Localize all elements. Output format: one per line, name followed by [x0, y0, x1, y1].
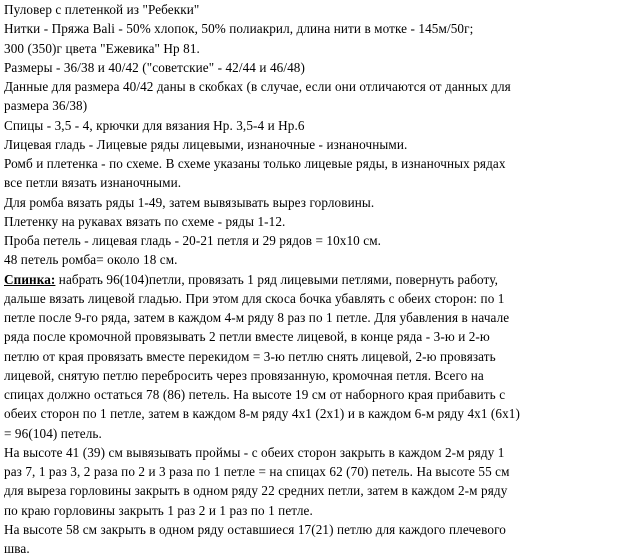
back-line: ряда после кромочной провязывать 2 петли вместе лицевой, в конце ряда - 3-ю и 2-ю [4, 329, 490, 345]
doc-line-yarn: Нитки - Пряжа Bali - 50% хлопок, 50% полиакрил, длина нити в мотке - 145м/50г; [4, 21, 474, 37]
shoulder-line: шва. [4, 541, 30, 556]
back-first-line [4, 270, 619, 289]
back-line: дальше вязать лицевой гладью. При этом для скоса бочка убавлять с обеих сторон: по 1 [4, 290, 505, 306]
doc-title: Пуловер с плетенкой из "Ребекки" [4, 2, 200, 17]
armhole-line: раз 7, 1 раз 3, 2 раза по 2 и 3 раза по 1 петле = на спицах 62 (70) петель. На высоте 55 см [4, 464, 510, 479]
doc-line-size-note-cont: размера 36/38) [4, 98, 88, 114]
back-line: = 96(104) петель. [4, 425, 102, 441]
back-first-line-text: набрать 96(104)петли, провязать 1 ряд лицевыми петлями, повернуть работу, [55, 271, 498, 287]
back-line: лицевой, снятую петлю перебросить через провязанную, кромочная петля. Всего на [4, 367, 484, 383]
doc-line-sizes: Размеры - 36/38 и 40/42 ("советские" - 42/44 и 46/48) [4, 59, 305, 75]
doc-line-chart: Ромб и плетенка - по схеме. В схеме указаны только лицевые ряды, в изнаночных рядах [4, 156, 506, 171]
doc-line-rhombus: Для ромба вязать ряды 1-49, затем вывязывать вырез горловины. [4, 194, 375, 210]
back-label: Спинка: [4, 271, 56, 287]
doc-line-chart-cont: все петли вязать изнаночными. [4, 175, 182, 191]
doc-line-rhombus-size: 48 петель ромба= около 18 см. [4, 252, 178, 268]
back-line: петле после 9-го ряда, затем в каждом 4-м ряду 8 раз по 1 петле. Для убавления в начале [4, 310, 510, 325]
doc-line-color: 300 (350)г цвета "Ежевика" Нр 81. [4, 40, 200, 56]
doc-line-gauge: Проба петель - лицевая гладь - 20-21 петля и 29 рядов = 10х10 см. [4, 233, 382, 248]
back-line: обеих сторон по 1 петле, затем в каждом 8-м ряду 4х1 (2х1) и в каждом 6-м ряду 4х1 (6х1) [4, 406, 520, 422]
back-line: спицах должно остаться 78 (86) петель. На высоте 19 см от наборного края прибавить с [4, 387, 506, 402]
doc-line-braid: Плетенку на рукавах вязать по схеме - ряды 1-12. [4, 213, 286, 229]
back-line: петлю от края провязать вместе перекидом = 3-ю петлю снять лицевой, 2-ю провязать [4, 348, 496, 364]
doc-line-needles: Спицы - 3,5 - 4, крючки для вязания Нр. 3,5-4 и Нр.6 [4, 117, 305, 133]
doc-line-size-note: Данные для размера 40/42 даны в скобках (в случае, если они отличаются от данных для [4, 79, 511, 94]
neckline-line: по краю горловины закрыть 1 раз 2 и 1 раз по 1 петле. [4, 502, 313, 518]
doc-line-stockinette: Лицевая гладь - Лицевые ряды лицевыми, изнаночные - изнаночными. [4, 136, 408, 152]
shoulder-line: На высоте 58 см закрыть в одном ряду оставшиеся 17(21) петлю для каждого плечевого [4, 521, 506, 537]
armhole-line: На высоте 41 (39) см вывязывать проймы - с обеих сторон закрыть в каждом 2-м ряду 1 [4, 444, 505, 460]
neckline-line: для выреза горловины закрыть в одном ряду 22 средних петли, затем в каждом 2-м ряду [4, 483, 508, 499]
